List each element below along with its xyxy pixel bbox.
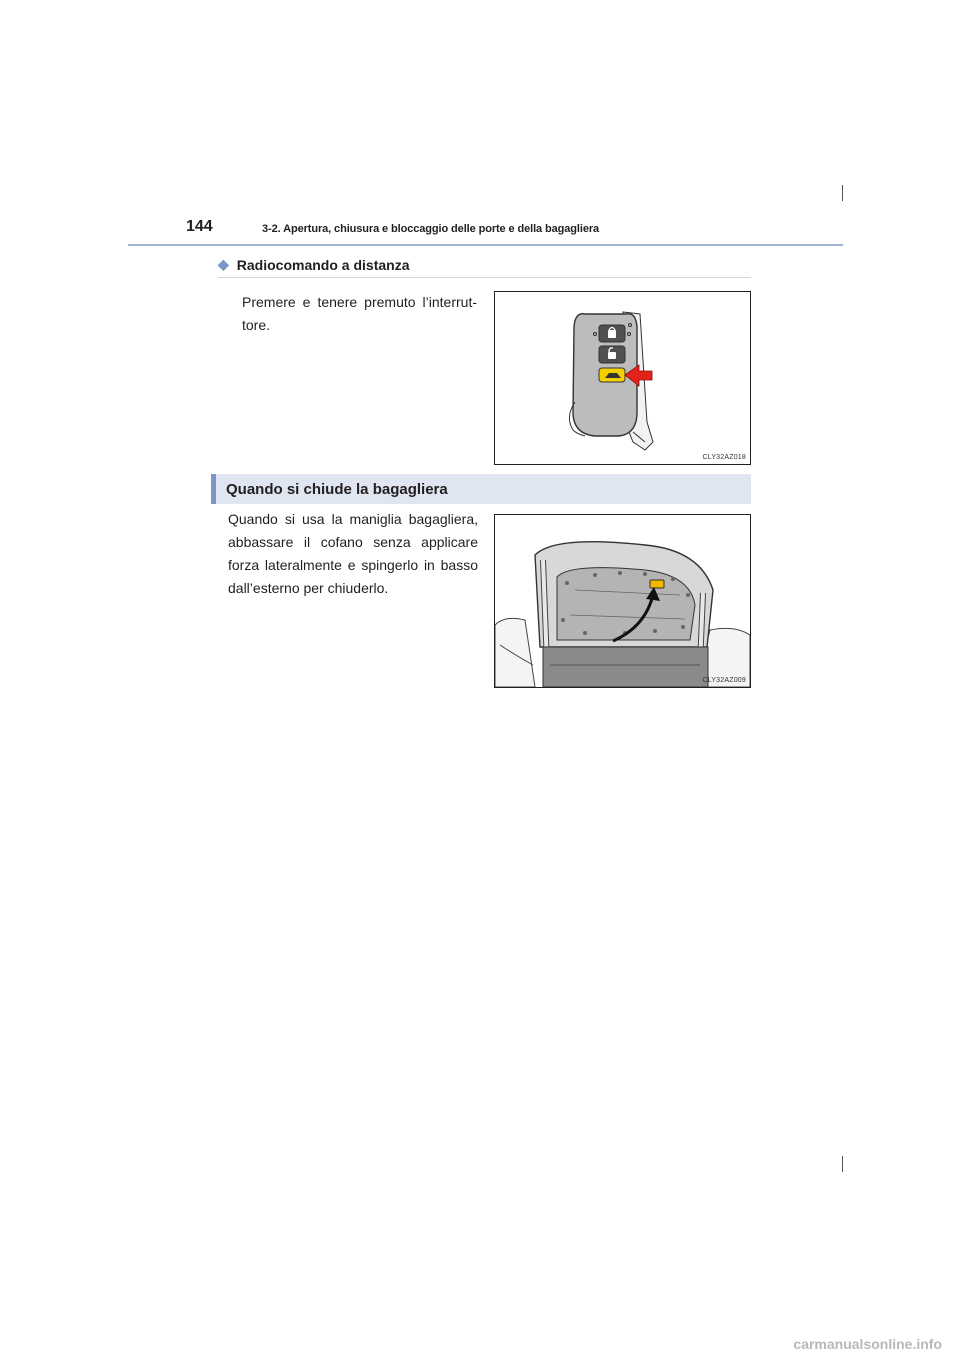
subsection-heading: [218, 256, 409, 273]
subsection-title: Radiocomando a distanza: [236, 256, 410, 273]
figure-code: CLY32AZ018: [702, 454, 746, 461]
header-rule: [128, 244, 843, 246]
diamond-icon: ◆: [218, 256, 229, 272]
running-header: 3-2. Apertura, chiusura e bloccaggio delle porte e della bagagliera: [262, 223, 600, 235]
key-fob-figure: [494, 291, 751, 465]
figure-code: CLY32AZ009: [702, 677, 746, 684]
subsection-rule: [218, 277, 751, 278]
section-title: Quando si chiude la bagagliera: [226, 480, 448, 498]
page-number: 144: [186, 218, 213, 235]
trunk-lid-figure: [494, 514, 751, 688]
crop-mark-bottom: [842, 1156, 843, 1172]
section-heading: [211, 474, 751, 504]
trunk-lid-illustration: [495, 515, 750, 687]
subsection-text: Premere e tenere premuto l’interrut-tore.: [242, 294, 477, 333]
watermark: carmanualsonline.info: [793, 1336, 942, 1352]
section-text: Quando si usa la maniglia bagagliera, abbassare il cofano senza applicare forza lateralmente e spingerlo in basso dall’esterno per chiuderlo.: [228, 511, 478, 596]
key-fob-illustration: [495, 292, 750, 464]
crop-mark-top: [842, 185, 843, 201]
